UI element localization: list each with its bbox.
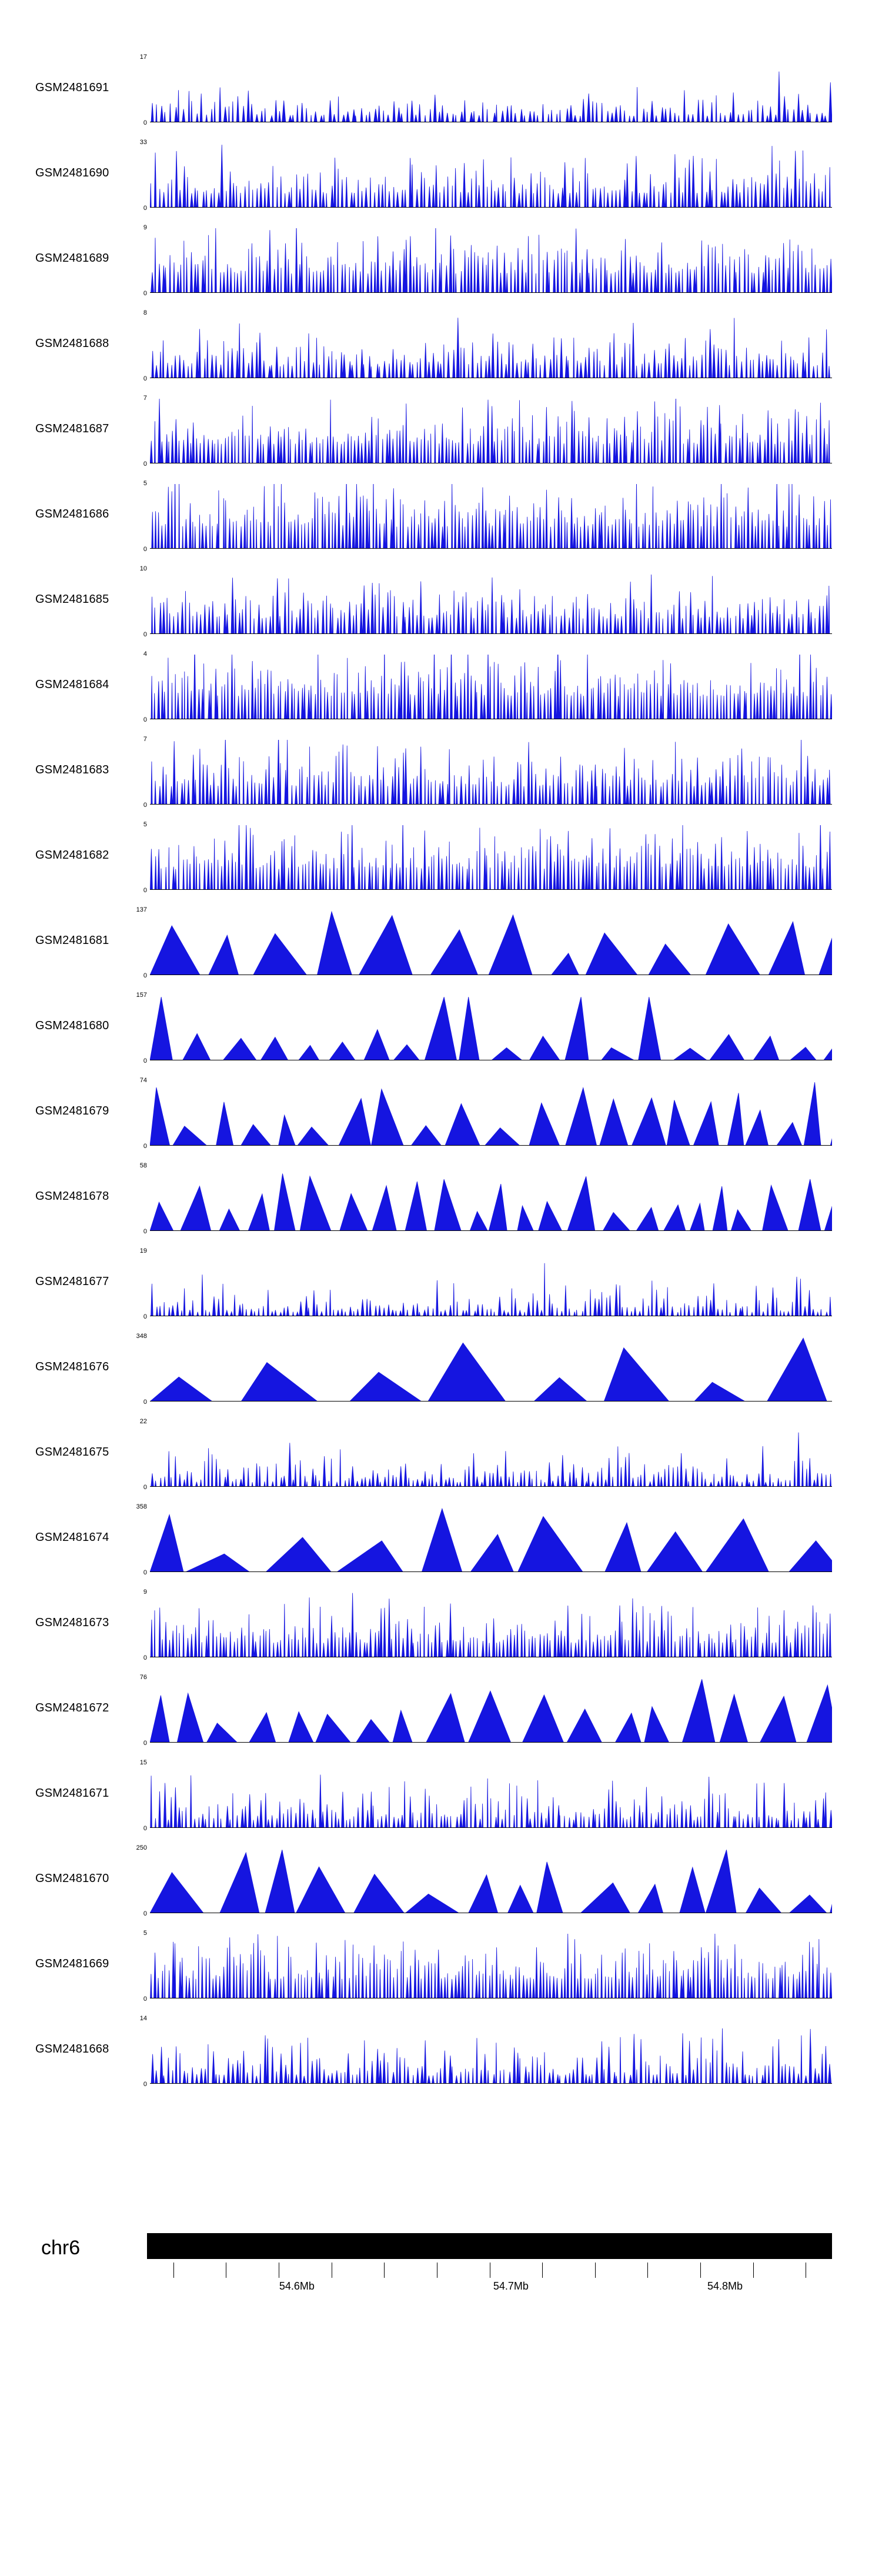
signal-area <box>150 1775 832 1828</box>
track-axis-max: 250 <box>136 1844 147 1851</box>
track-axis-max: 7 <box>143 736 147 743</box>
track-signal-plot <box>150 58 832 122</box>
signal-area <box>150 997 832 1060</box>
track-label: GSM2481673 <box>35 1616 109 1629</box>
track-signal-plot <box>150 1678 832 1743</box>
ruler-tick <box>647 2263 648 2278</box>
signal-area <box>150 1082 832 1146</box>
track-signal-plot <box>150 228 832 293</box>
track-label: GSM2481677 <box>35 1275 109 1288</box>
track-label: GSM2481688 <box>35 337 109 350</box>
signal-area <box>150 1593 832 1657</box>
track-signal-plot <box>150 484 832 549</box>
track-plot[interactable] <box>139 565 832 638</box>
track-plot[interactable] <box>143 309 832 382</box>
track-plot[interactable] <box>139 54 832 126</box>
track-row[interactable] <box>0 473 882 559</box>
track-signal-plot <box>150 143 832 208</box>
track-axis-min: 0 <box>143 1996 147 2003</box>
track-axis-max: 14 <box>139 2015 147 2022</box>
ruler-tick <box>384 2263 385 2278</box>
track-axis-max: 5 <box>143 821 147 828</box>
track-label: GSM2481672 <box>35 1701 109 1714</box>
track-axis-max: 76 <box>139 1674 147 1681</box>
track-axis-min: 0 <box>143 461 147 468</box>
track-axis-min: 0 <box>143 1740 147 1747</box>
track-list <box>0 47 882 2094</box>
track-signal-plot <box>150 996 832 1060</box>
track-row[interactable] <box>0 729 882 815</box>
track-row[interactable] <box>0 1753 882 1838</box>
track-axis-max: 348 <box>136 1333 147 1340</box>
track-axis-min: 0 <box>143 887 147 894</box>
track-axis-max: 10 <box>139 565 147 572</box>
track-axis-max: 5 <box>143 1930 147 1937</box>
signal-area <box>150 655 832 719</box>
track-label: GSM2481668 <box>35 2043 109 2056</box>
signal-area <box>150 740 832 805</box>
signal-area <box>150 1850 832 1913</box>
track-row[interactable] <box>0 1923 882 2008</box>
track-signal-plot <box>150 1934 832 1998</box>
track-plot[interactable] <box>143 650 832 723</box>
track-axis-min: 0 <box>143 205 147 212</box>
track-signal-plot <box>150 1763 832 1828</box>
signal-area <box>150 1433 832 1487</box>
signal-area <box>150 484 832 549</box>
ruler-tick <box>173 2263 174 2278</box>
track-row[interactable] <box>0 132 882 218</box>
track-axis-max: 17 <box>139 54 147 61</box>
track-label: GSM2481684 <box>35 678 109 691</box>
track-row[interactable] <box>0 815 882 900</box>
track-axis-min: 0 <box>143 716 147 723</box>
track-label: GSM2481687 <box>35 422 109 435</box>
signal-area <box>150 1263 832 1316</box>
track-signal-plot <box>150 1166 832 1231</box>
signal-area <box>150 825 832 890</box>
track-row[interactable] <box>0 388 882 473</box>
track-axis-min: 0 <box>143 546 147 553</box>
signal-area <box>150 2028 832 2084</box>
track-axis-max: 157 <box>136 992 147 999</box>
track-signal-plot <box>150 1507 832 1572</box>
track-axis-min: 0 <box>143 1825 147 1832</box>
track-row[interactable] <box>0 1326 882 1412</box>
track-signal-plot <box>150 655 832 719</box>
track-signal-plot <box>150 910 832 975</box>
track-label: GSM2481674 <box>35 1531 109 1544</box>
track-signal-plot <box>150 313 832 378</box>
chromosome-ideogram-bar <box>147 2233 832 2259</box>
signal-area <box>150 145 832 208</box>
signal-area <box>150 228 832 293</box>
track-label: GSM2481683 <box>35 763 109 776</box>
track-row[interactable] <box>0 985 882 1070</box>
track-axis-max: 4 <box>143 650 147 658</box>
track-signal-plot <box>150 825 832 890</box>
track-label: GSM2481675 <box>35 1446 109 1459</box>
signal-area <box>150 399 832 463</box>
signal-area <box>150 318 832 378</box>
track-plot[interactable] <box>139 1759 832 1832</box>
chromosome-label: chr6 <box>41 2237 81 2259</box>
track-label: GSM2481671 <box>35 1787 109 1800</box>
track-axis-max: 58 <box>139 1162 147 1169</box>
track-signal-plot <box>150 1848 832 1913</box>
track-axis-max: 22 <box>139 1418 147 1425</box>
track-row[interactable] <box>0 1667 882 1753</box>
track-axis-max: 9 <box>143 224 147 231</box>
track-plot[interactable] <box>143 1930 832 2003</box>
track-row[interactable] <box>0 1412 882 1497</box>
track-plot[interactable] <box>136 1333 832 1406</box>
track-axis-min: 0 <box>143 1143 147 1150</box>
track-signal-plot <box>150 1252 832 1316</box>
track-axis-min: 0 <box>143 1484 147 1491</box>
track-plot[interactable] <box>143 480 832 553</box>
track-label: GSM2481689 <box>35 252 109 265</box>
track-plot[interactable] <box>143 1589 832 1661</box>
track-plot[interactable] <box>143 224 832 297</box>
track-axis-min: 0 <box>143 290 147 297</box>
track-row[interactable] <box>0 47 882 132</box>
track-plot[interactable] <box>143 821 832 894</box>
signal-area <box>150 1679 832 1743</box>
track-signal-plot <box>150 569 832 634</box>
ruler-tick-label: 54.6Mb <box>279 2280 315 2292</box>
track-signal-plot <box>150 1422 832 1487</box>
ruler-tick <box>595 2263 596 2278</box>
track-axis-min: 0 <box>143 1228 147 1235</box>
track-plot[interactable] <box>136 906 832 979</box>
track-row[interactable] <box>0 1582 882 1667</box>
track-axis-max: 74 <box>139 1077 147 1084</box>
track-plot[interactable] <box>139 1247 832 1320</box>
track-label: GSM2481685 <box>35 593 109 606</box>
track-axis-min: 0 <box>143 375 147 382</box>
track-row[interactable] <box>0 559 882 644</box>
track-axis-min: 0 <box>143 1313 147 1320</box>
track-plot[interactable] <box>139 1162 832 1235</box>
track-signal-plot <box>150 1337 832 1402</box>
track-axis-min: 0 <box>143 1654 147 1661</box>
track-signal-plot <box>150 1081 832 1146</box>
track-axis-max: 5 <box>143 480 147 487</box>
signal-area <box>150 1338 832 1402</box>
track-axis-min: 0 <box>143 802 147 809</box>
track-plot[interactable] <box>139 1418 832 1491</box>
track-axis-min: 0 <box>143 2081 147 2088</box>
track-label: GSM2481670 <box>35 1872 109 1885</box>
track-plot[interactable] <box>143 395 832 468</box>
track-row[interactable] <box>0 1070 882 1156</box>
track-axis-max: 9 <box>143 1589 147 1596</box>
track-plot[interactable] <box>136 1503 832 1576</box>
signal-area <box>150 1934 832 1998</box>
track-row[interactable] <box>0 303 882 388</box>
track-row[interactable] <box>0 2008 882 2094</box>
track-signal-plot <box>150 1593 832 1657</box>
ruler-tick <box>700 2263 701 2278</box>
track-label: GSM2481686 <box>35 508 109 520</box>
track-axis-max: 19 <box>139 1247 147 1254</box>
track-row[interactable] <box>0 1156 882 1241</box>
track-axis-max: 8 <box>143 309 147 316</box>
signal-area <box>150 1174 832 1232</box>
track-label: GSM2481690 <box>35 166 109 179</box>
track-label: GSM2481669 <box>35 1957 109 1970</box>
track-label: GSM2481681 <box>35 934 109 947</box>
track-row[interactable] <box>0 900 882 985</box>
track-label: GSM2481682 <box>35 849 109 862</box>
track-axis-max: 15 <box>139 1759 147 1766</box>
track-plot[interactable] <box>136 1844 832 1917</box>
signal-area <box>150 72 832 122</box>
track-signal-plot <box>150 740 832 805</box>
track-axis-max: 7 <box>143 395 147 402</box>
track-row[interactable] <box>0 1838 882 1923</box>
track-axis-min: 0 <box>143 1399 147 1406</box>
track-plot[interactable] <box>139 2015 832 2088</box>
track-label: GSM2481691 <box>35 81 109 94</box>
ruler-tick <box>753 2263 754 2278</box>
ruler-tick-label: 54.8Mb <box>707 2280 743 2292</box>
track-plot[interactable] <box>139 139 832 212</box>
track-plot[interactable] <box>143 736 832 809</box>
track-axis-min: 0 <box>143 1057 147 1065</box>
track-plot[interactable] <box>136 992 832 1065</box>
track-axis-min: 0 <box>143 1569 147 1576</box>
track-row[interactable] <box>0 644 882 729</box>
genome-ruler <box>0 2208 882 2338</box>
track-row[interactable] <box>0 1497 882 1582</box>
track-label: GSM2481680 <box>35 1019 109 1032</box>
track-axis-max: 33 <box>139 139 147 146</box>
signal-area <box>150 912 832 975</box>
track-axis-min: 0 <box>143 1910 147 1917</box>
ruler-tick <box>542 2263 543 2278</box>
track-axis-min: 0 <box>143 972 147 979</box>
track-plot[interactable] <box>139 1674 832 1747</box>
track-axis-min: 0 <box>143 631 147 638</box>
ruler-tick-label: 54.7Mb <box>493 2280 529 2292</box>
track-signal-plot <box>150 399 832 463</box>
track-label: GSM2481676 <box>35 1360 109 1373</box>
track-row[interactable] <box>0 1241 882 1326</box>
track-row[interactable] <box>0 218 882 303</box>
signal-area <box>150 575 832 634</box>
track-axis-max: 137 <box>136 906 147 913</box>
track-signal-plot <box>150 2019 832 2084</box>
track-label: GSM2481679 <box>35 1105 109 1117</box>
signal-area <box>150 1509 832 1572</box>
track-plot[interactable] <box>139 1077 832 1150</box>
track-axis-max: 358 <box>136 1503 147 1510</box>
track-label: GSM2481678 <box>35 1190 109 1203</box>
track-axis-min: 0 <box>143 119 147 126</box>
